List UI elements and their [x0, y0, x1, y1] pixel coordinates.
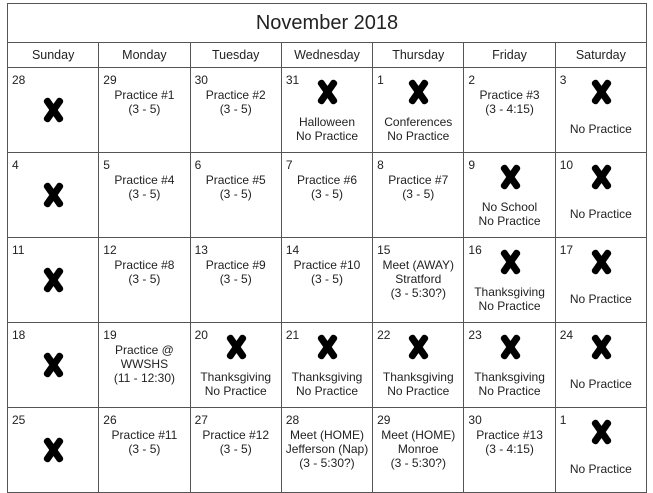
event-text: Practice #6 [296, 173, 357, 187]
day-number: 27 [194, 413, 208, 427]
event-text: (3 - 5) [219, 187, 252, 201]
day-cell [464, 68, 555, 153]
day-number: 29 [103, 73, 117, 87]
day-cell [8, 153, 99, 238]
cross-out-icon [222, 333, 250, 361]
event-text: Meet (HOME) [289, 428, 364, 442]
day-name-thursday: Thursday [373, 43, 464, 68]
day-number: 9 [468, 158, 476, 172]
day-number: 12 [103, 243, 117, 257]
event-text: (3 - 5) [310, 272, 343, 286]
calendar-body [8, 68, 647, 493]
day-cell [373, 153, 464, 238]
cross-out-icon [39, 96, 67, 124]
event-text: No Practice [569, 377, 632, 391]
day-cell [99, 408, 190, 493]
day-name-saturday: Saturday [555, 43, 646, 68]
event-text: No Practice [569, 462, 632, 476]
cross-out-icon [313, 78, 341, 106]
cross-out-icon [496, 248, 524, 276]
calendar-title: November 2018 [8, 4, 647, 43]
week-row [8, 238, 647, 323]
event-text: (3 - 5) [128, 102, 161, 116]
day-cell [99, 153, 190, 238]
day-cell [281, 153, 372, 238]
cross-out-icon [39, 181, 67, 209]
event-text: No Practice [387, 129, 450, 143]
day-cell [190, 153, 281, 238]
day-cell [373, 238, 464, 323]
day-number: 20 [194, 328, 208, 342]
day-of-week-header [8, 43, 647, 68]
day-number: 10 [559, 158, 574, 172]
event-text: (3 - 5:30?) [390, 456, 446, 470]
day-cell [373, 323, 464, 408]
calendar-grid [7, 3, 647, 493]
day-number: 26 [103, 413, 117, 427]
day-cell [8, 323, 99, 408]
day-name-friday: Friday [464, 43, 555, 68]
event-text: No Practice [569, 122, 632, 136]
day-number: 7 [285, 158, 293, 172]
event-text: (11 - 12:30) [113, 371, 175, 385]
day-number: 6 [194, 158, 202, 172]
event-text: Practice #9 [205, 258, 266, 272]
day-number: 17 [559, 243, 574, 257]
event-text: No Practice [387, 384, 450, 398]
day-number: 31 [285, 73, 300, 87]
event-text: No School [481, 200, 538, 214]
event-text: Conferences [384, 115, 453, 129]
event-text: Practice @ [114, 343, 174, 357]
cross-out-icon [496, 163, 524, 191]
cross-out-icon [587, 78, 615, 106]
cross-out-icon [404, 333, 432, 361]
event-text: Practice #2 [205, 88, 266, 102]
cross-out-icon [587, 418, 615, 446]
event-text: (3 - 5:30?) [390, 286, 446, 300]
event-text: No Practice [295, 129, 358, 143]
week-row [8, 153, 647, 238]
cross-out-icon [39, 266, 67, 294]
day-cell [190, 238, 281, 323]
day-cell [281, 323, 372, 408]
day-number: 21 [285, 328, 300, 342]
cross-out-icon [404, 78, 432, 106]
day-number: 1 [377, 73, 384, 87]
event-text: Jefferson (Nap) [285, 442, 369, 456]
day-cell [190, 68, 281, 153]
day-number: 15 [377, 243, 391, 257]
day-cell [99, 68, 190, 153]
day-number: 22 [377, 328, 391, 342]
day-cell [555, 238, 646, 323]
cross-out-icon [39, 436, 67, 464]
event-text: Thanksgiving [291, 370, 363, 384]
day-number: 5 [103, 158, 110, 172]
event-text: Practice #7 [388, 173, 449, 187]
event-text: Practice #5 [205, 173, 266, 187]
week-row [8, 408, 647, 493]
event-text: No Practice [295, 384, 358, 398]
day-number: 23 [468, 328, 482, 342]
week-row [8, 68, 647, 153]
event-text: Thanksgiving [382, 370, 454, 384]
day-cell [464, 153, 555, 238]
day-number: 25 [12, 413, 26, 427]
event-text: (3 - 5) [128, 272, 161, 286]
event-text: No Practice [478, 214, 541, 228]
event-text: (3 - 5:30?) [299, 456, 355, 470]
day-cell [190, 323, 281, 408]
event-text: (3 - 5) [219, 442, 252, 456]
day-number: 30 [194, 73, 208, 87]
day-cell [373, 408, 464, 493]
event-text: (3 - 5) [128, 442, 161, 456]
day-cell [555, 68, 646, 153]
event-text: (3 - 5) [128, 187, 161, 201]
event-text: Practice #1 [114, 88, 175, 102]
event-text: Practice #8 [114, 258, 175, 272]
event-text: Meet (HOME) [381, 428, 456, 442]
cross-out-icon [587, 248, 615, 276]
cross-out-icon [587, 333, 615, 361]
week-row [8, 323, 647, 408]
day-number: 13 [194, 243, 208, 257]
day-name-monday: Monday [99, 43, 190, 68]
event-text: Practice #13 [476, 428, 543, 442]
event-text: Practice #11 [111, 428, 178, 442]
day-number: 18 [12, 328, 26, 342]
day-cell [555, 153, 646, 238]
day-cell [555, 323, 646, 408]
day-cell [555, 408, 646, 493]
day-number: 28 [12, 73, 26, 87]
day-cell [8, 238, 99, 323]
day-cell [373, 68, 464, 153]
day-number: 19 [103, 328, 117, 342]
day-cell [281, 68, 372, 153]
day-cell [281, 238, 372, 323]
day-cell [8, 408, 99, 493]
day-number: 16 [468, 243, 482, 257]
cross-out-icon [313, 333, 341, 361]
event-text: Practice #4 [114, 173, 175, 187]
cross-out-icon [496, 333, 524, 361]
event-text: No Practice [569, 292, 632, 306]
day-name-sunday: Sunday [8, 43, 99, 68]
day-cell [99, 238, 190, 323]
day-number: 30 [468, 413, 482, 427]
event-text: Halloween [298, 115, 355, 129]
day-number: 28 [285, 413, 300, 427]
event-text: (3 - 5) [219, 102, 252, 116]
event-text: Practice #3 [479, 88, 540, 102]
day-number: 2 [468, 73, 476, 87]
day-number: 29 [377, 413, 391, 427]
day-name-wednesday: Wednesday [281, 43, 372, 68]
day-number: 1 [559, 413, 567, 427]
event-text: Monroe [397, 442, 439, 456]
cross-out-icon [39, 351, 67, 379]
event-text: Thanksgiving [200, 370, 272, 384]
day-cell [281, 408, 372, 493]
event-text: No Practice [478, 384, 541, 398]
event-text: Stratford [395, 272, 442, 286]
event-text: Thanksgiving [474, 285, 545, 299]
event-text: No Practice [478, 299, 541, 313]
event-text: No Practice [569, 207, 632, 221]
day-number: 8 [377, 158, 384, 172]
cross-out-icon [587, 163, 615, 191]
event-text: WWSHS [120, 357, 169, 371]
day-name-tuesday: Tuesday [190, 43, 281, 68]
day-cell [99, 323, 190, 408]
day-number: 24 [559, 328, 574, 342]
day-number: 4 [12, 158, 19, 172]
event-text: (3 - 5) [310, 187, 343, 201]
day-number: 14 [285, 243, 300, 257]
event-text: Practice #12 [202, 428, 270, 442]
day-number: 11 [12, 243, 25, 257]
event-text: Practice #10 [293, 258, 361, 272]
day-cell [8, 68, 99, 153]
event-text: Meet (AWAY) [382, 258, 455, 272]
event-text: (3 - 4:15) [485, 442, 534, 456]
event-text: (3 - 5) [219, 272, 252, 286]
day-cell [464, 238, 555, 323]
event-text: Thanksgiving [474, 370, 545, 384]
event-text: (3 - 4:15) [485, 102, 534, 116]
day-cell [190, 408, 281, 493]
day-cell [464, 323, 555, 408]
event-text: No Practice [204, 384, 267, 398]
day-number: 3 [559, 73, 567, 87]
event-text: (3 - 5) [402, 187, 435, 201]
day-cell [464, 408, 555, 493]
